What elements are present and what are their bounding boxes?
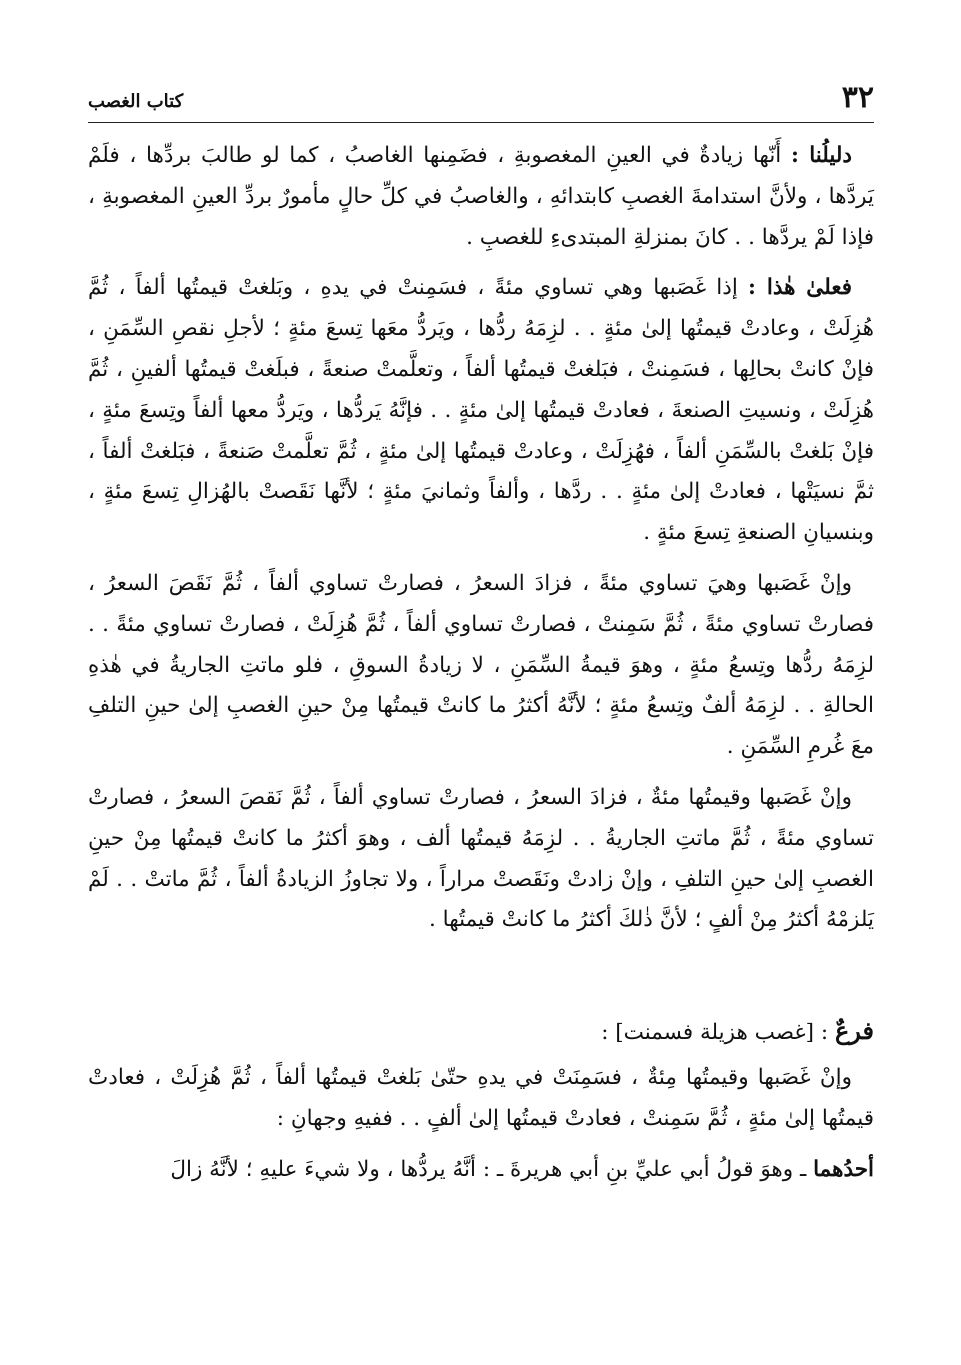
paragraph-lead: أحدُهما	[813, 1156, 874, 1182]
section-spacer	[88, 951, 874, 1011]
section-label: فرعٌ	[834, 1016, 874, 1046]
page-body	[88, 136, 874, 1200]
paragraph-text: ـ وهوَ قولُ أبي عليِّ بنِ أبي هريرةَ ـ : أنَّهُ يردُّها ، ولا شيءَ عليهِ ؛ لأنَّهُ زالَ	[170, 1156, 814, 1182]
page-number: ٣٢	[841, 80, 874, 115]
paragraph-text: أَنّها زيادةٌ في العينِ المغصوبةِ ، فضَمِنها الغاصبُ ، كما لو طالبَ بردِّها ، فلَمْ يَردَّها ، ولأنَّ استدامةَ الغصبِ كابتدائهِ ، والغاصبُ في كلِّ حالٍ مأمورٌ بردِّ العينِ المغصوبةِ ، فإذا لَمْ يردَّها . . كانَ بمنزلةِ المبتدىءِ للغصبِ .	[88, 143, 874, 250]
paragraph-text: وإنْ غَصَبها وقيمتُها مِئةٌ ، فسَمِنَتْ في يدهِ حتّىٰ بَلغتْ قيمتُها ألفاً ، ثُمَّ هُزِلَتْ ، فعادتْ قيمتُها إلىٰ مئةٍ ، ثُمَّ سَمِنتْ ، فعادتْ قيمتُها إلىٰ ألفٍ . . ففيهِ وجهانِ :	[88, 1064, 874, 1131]
paragraph-two-views	[88, 1058, 874, 1140]
paragraph-consequence	[88, 268, 874, 554]
page-header	[88, 78, 874, 123]
paragraph-text: وإنْ غَصَبها وقيمتُها مئةٌ ، فزادَ السعرُ ، فصارتْ تساوي ألفاً ، ثُمَّ نَقصَ السعرُ ، فصارتْ تساوي مئةً ، ثُمَّ ماتتِ الجاريةُ . . لزِمَهُ قيمتُها ألف ، وهوَ أكثرُ ما كانتْ قيمتُها مِنْ حينِ الغصبِ إلىٰ حينِ التلفِ ، وإنْ زادتْ ونَقَصتْ مراراً ، ولا تجاوزُ الزيادةُ ألفاً ، ثُمَّ ماتتْ . . لَمْ يَلزمْهُ أكثرُ مِنْ ألفٍ ؛ لأنَّ ذٰلكَ أكثرُ ما كانتْ قيمتُها .	[88, 784, 874, 933]
section-heading	[88, 1011, 874, 1054]
paragraph-price-change	[88, 564, 874, 768]
running-title: كتاب الغصب	[88, 91, 184, 112]
paragraph-first-view	[88, 1150, 874, 1191]
paragraph-lead: دليلُنا :	[790, 143, 852, 168]
paragraph-text: وإنْ غَصَبها وهيَ تساوي مئةً ، فزادَ السعرُ ، فصارتْ تساوي ألفاً ، ثُمَّ نَقَصَ السعرُ ، فصارتْ تساوي مئةً ، ثُمَّ سَمِنتْ ، فصارتْ تساوي ألفاً ، ثُمَّ هُزِلَتْ ، فصارتْ تساوي مئةً . . لزِمَهُ ردُّها وتِسعُ مئةٍ ، وهوَ قيمةُ السِّمَنِ ، لا زيادةُ السوقِ ، فلو ماتتِ الجاريةُ في هٰذهِ الحالةِ . . لزِمَهُ ألفٌ وتِسعُ مئةٍ ؛ لأنَّهُ أكثرُ ما كانتْ قيمتُها مِنْ حينِ الغصبِ إلىٰ حينِ التلفِ معَ غُرمِ السِّمَنِ .	[88, 570, 874, 760]
paragraph-evidence	[88, 136, 874, 258]
paragraph-lead: فعلىٰ هٰذا :	[748, 275, 852, 301]
paragraph-price-fluctuation	[88, 778, 874, 941]
paragraph-text: إذا غَصَبها وهي تساوي مئةً ، فسَمِنتْ في يدهِ ، وبَلغتْ قيمتُها ألفاً ، ثُمَّ هُزِلَتْ ، وعادتْ قيمتُها إلىٰ مئةٍ . . لزِمَهُ ردُّها ، ويَردُّ معَها تِسعَ مئةٍ ؛ لأجلِ نقصِ السِّمَنِ ، فإنْ كانتْ بحالِها ، فسَمِنتْ ، فبَلغتْ قيمتُها ألفاً ، وتعلَّمتْ صنعةً ، فبلَغتْ قيمتُها ألفينِ ، ثُمَّ هُزِلَتْ ، ونسيتِ الصنعةَ ، فعادتْ قيمتُها إلىٰ مئةٍ . . فإنَّهُ يَردُّها ، ويَردُّ معها ألفاً وتِسعَ مئةٍ ، فإنْ بَلغتْ بالسِّمَنِ ألفاً ، فهُزِلَتْ ، وعادتْ قيمتُها إلىٰ مئةٍ ، ثُمَّ تعلَّمتْ صَنعةً ، فبَلغتْ ألفاً ، ثمَّ نسيَتْها ، فعادتْ إلىٰ مئةٍ . . ردَّها ، وألفاً وثمانيَ مئةٍ ؛ لأنَّها نَقَصتْ بالهُزالِ تِسعَ مئةٍ ، وبنسيانِ الصنعةِ تِسعَ مئةٍ .	[88, 275, 874, 546]
section-title: : [غصب هزيلة فسمنت] :	[601, 1020, 835, 1046]
